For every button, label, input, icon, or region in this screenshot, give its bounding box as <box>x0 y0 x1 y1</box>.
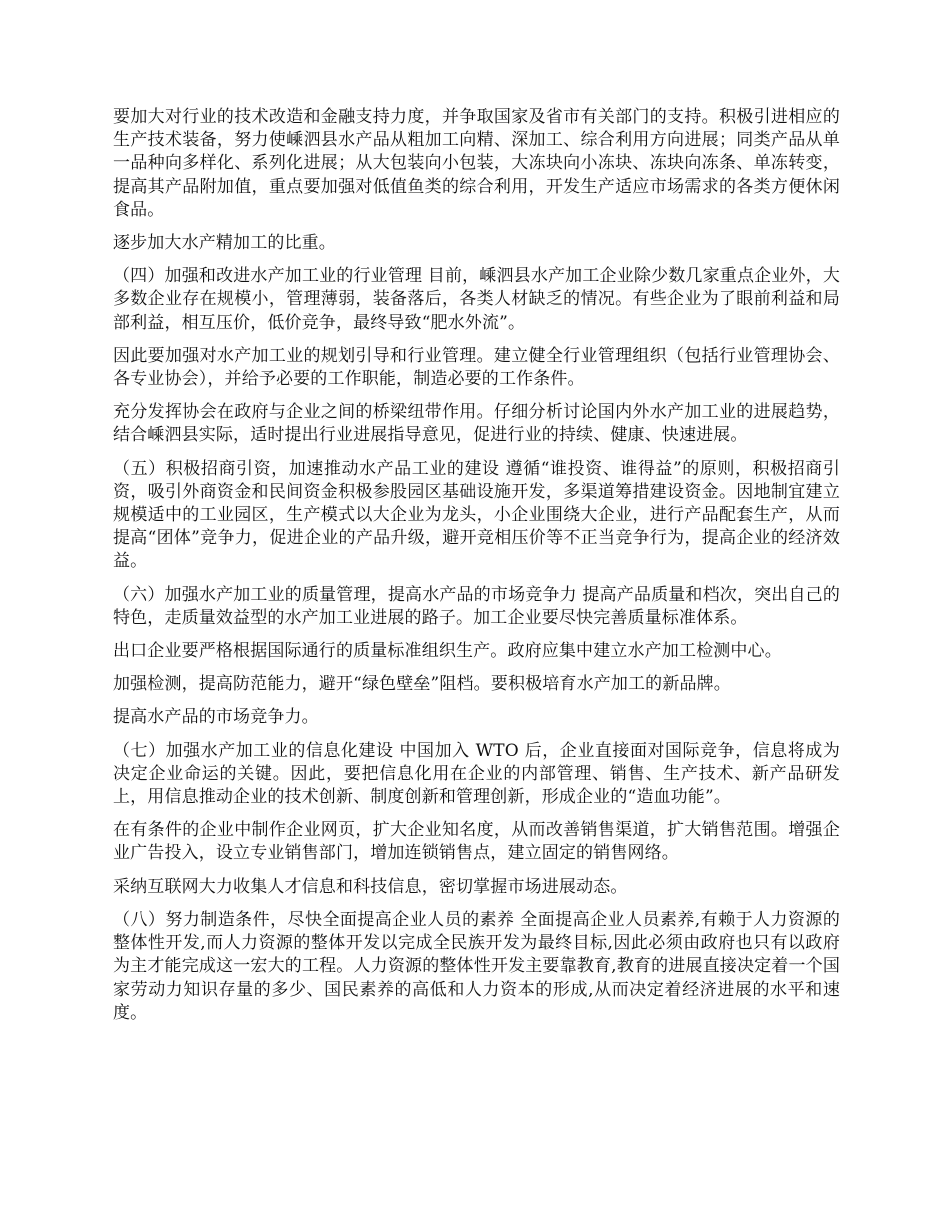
paragraph: 提高水产品的市场竞争力。 <box>113 707 319 728</box>
paragraph: 充分发挥协会在政府与企业之间的桥梁纽带作用。仔细分析讨论国内外水产加工业的进展趋势，结合嵊泗县实际，适时提出行业进展指导意见，促进行业的持续、健康、快速进展。 <box>113 402 840 446</box>
paragraph: 要加大对行业的技术改造和金融支持力度，并争取国家及省市有关部门的支持。积极引进相应的生产技术装备，努力使嵊泗县水产品从粗加工向精、深加工、综合利用方向进展；同类产品从单一品种向多样化、系列化进展；从大包装向小包装，大冻块向小冻块、冻块向冻条、单冻转变，提高其产品附加值，重点要加强对低值鱼类的综合利用，开发生产适应市场需求的各类方便休闲食品。 <box>113 107 840 220</box>
paragraph: （五）积极招商引资，加速推动水产品工业的建设 遵循“谁投资、谁得益”的原则，积极招商引资，吸引外商资金和民间资金积极参股园区基础设施开发，多渠道筹措建设资金。因地制宜建立规模适中的工业园区，生产模式以大企业为龙头，小企业围绕大企业，进行产品配套生产，从而提高“团体”竞争力，促进企业的产品升级，避开竞相压价等不正当竞争行为，提高企业的经济效益。 <box>113 458 840 572</box>
paragraph: （六）加强水产加工业的质量管理，提高水产品的市场竞争力 提高产品质量和档次，突出自己的特色，走质量效益型的水产加工业进展的路子。加工企业要尽快完善质量标准体系。 <box>113 584 840 628</box>
paragraph: 逐步加大水产精加工的比重。 <box>113 233 336 254</box>
paragraph: （七）加强水产加工业的信息化建设 中国加入 WTO 后，企业直接面对国际竞争，信息将成为决定企业命运的关键。因此，要把信息化用在企业的内部管理、销售、生产技术、新产品研发上，用信息推动企业的技术创新、制度创新和管理创新，形成企业的“造血功能”。 <box>113 740 840 808</box>
document-body <box>113 106 840 1035</box>
paragraph: （八）努力制造条件，尽快全面提高企业人员的素养 全面提高企业人员素养,有赖于人力资源的整体性开发,而人力资源的整体开发以完成全民族开发为最终目标,因此必须由政府也只有以政府为主才能完成这一宏大的工程。人力资源的整体性开发主要靠教育,教育的进展直接决定着一个国家劳动力知识存量的多少、国民素养的高低和人力资本的形成,从而决定着经济进展的水平和速度。 <box>113 909 840 1023</box>
paragraph: （四）加强和改进水产加工业的行业管理 目前，嵊泗县水产加工企业除少数几家重点企业外，大多数企业存在规模小，管理薄弱，装备落后，各类人材缺乏的情况。有些企业为了眼前利益和局部利益，相互压价，低价竞争，最终导致“肥水外流”。 <box>113 266 840 333</box>
paragraph: 出口企业要严格根据国际通行的质量标准组织生产。政府应集中建立水产加工检测中心。 <box>113 641 782 662</box>
paragraph: 在有条件的企业中制作企业网页，扩大企业知名度，从而改善销售渠道，扩大销售范围。增强企业广告投入，设立专业销售部门，增加连锁销售点，建立固定的销售网络。 <box>113 820 840 864</box>
paragraph: 采纳互联网大力收集人才信息和科技信息，密切掌握市场进展动态。 <box>113 876 628 897</box>
paragraph: 加强检测，提高防范能力，避开“绿色壁垒”阻档。要积极培育水产加工的新品牌。 <box>113 674 731 695</box>
paragraph: 因此要加强对水产加工业的规划引导和行业管理。建立健全行业管理组织（包括行业管理协会、各专业协会），并给予必要的工作职能，制造必要的工作条件。 <box>113 345 840 390</box>
